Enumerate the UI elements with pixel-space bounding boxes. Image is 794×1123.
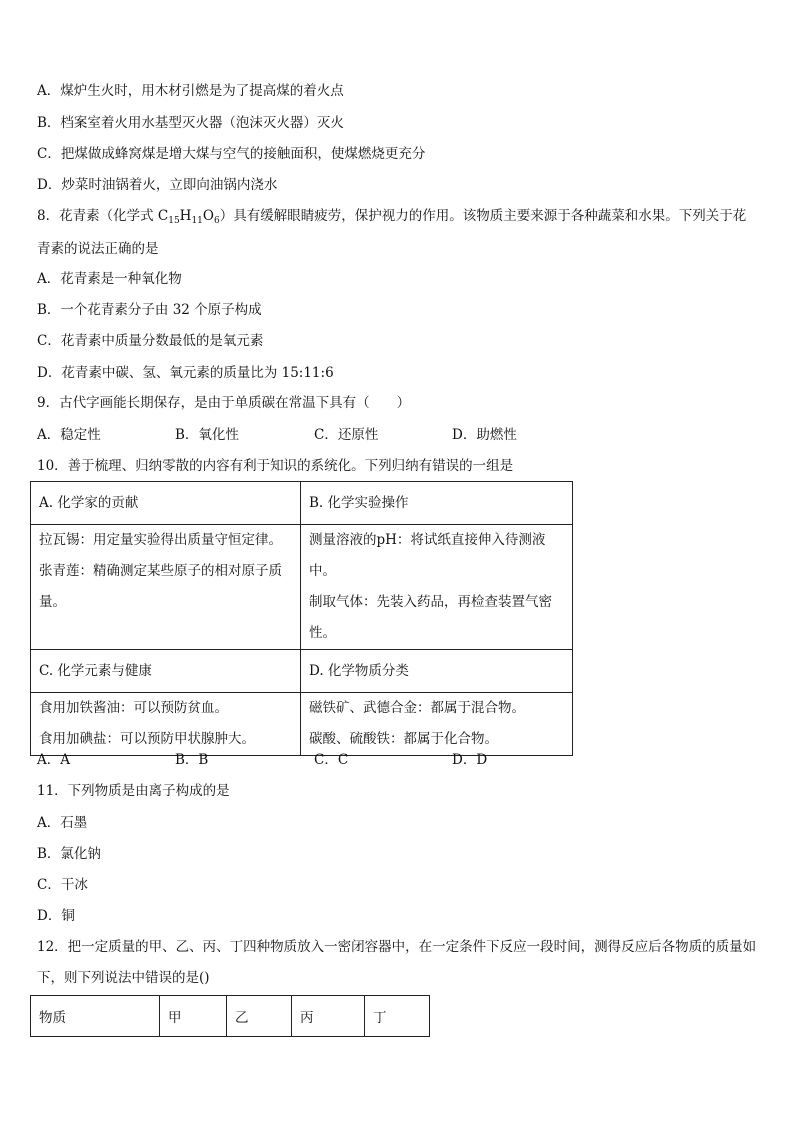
q7-option-a: A．煤炉生火时，用木材引燃是为了提高煤的着火点 [37,83,344,99]
q10-cell-b-body [301,525,573,650]
q10-cell-b-head: B. 化学实验操作 [301,482,573,525]
q12-header-substance: 物质 [31,996,160,1037]
q10-cell-d-head: D. 化学物质分类 [301,650,573,693]
q10-b-line2: 制取气体：先装入药品，再检查装置气密性。 [309,594,552,641]
q10-cell-d-body [301,693,573,756]
q10-option-d: D．D [452,752,488,768]
q10-d-line1: 磁铁矿、武德合金：都属于混合物。 [309,700,525,716]
q12-header-jia: 甲 [160,996,227,1037]
q9-option-a: A．稳定性 [37,427,101,443]
q10-c-line2: 食用加碘盐：可以预防甲状腺肿大。 [39,731,255,747]
q7-option-d: D．炒菜时油锅着火，立即向油锅内浇水 [37,177,278,193]
q10-cell-c-head: C. 化学元素与健康 [31,650,301,693]
q12-stem: 12．把一定质量的甲、乙、丙、丁四种物质放入一密闭容器中，在一定条件下反应一段时间，测得反应后各物质的质量如下，则下列说法中错误的是() [37,939,757,986]
q8-option-d: D．花青素中碳、氢、氧元素的质量比为 15:11:6 [37,365,334,381]
q11-option-d: D．铜 [37,908,75,924]
q8-stem: 8．花青素（化学式 $C_{15}H_{11}O_6$）具有缓解眼睛疲劳，保护视力的作用。该物质主要来源于各种蔬菜和水果。下列关于花青素的说法正确的是 [37,208,747,257]
q11-stem: 11．下列物质是由离子构成的是 [37,783,230,799]
q9-option-c: C．还原性 [314,427,379,443]
q10-d-line2: 碳酸、硫酸铁：都属于化合物。 [309,731,498,747]
q11-option-b: B．氯化钠 [37,846,101,862]
q12-header-yi: 乙 [227,996,292,1037]
q10-cell-a-body [31,525,301,650]
q12-header-ding: 丁 [365,996,430,1037]
q9-option-b: B．氧化性 [175,427,239,443]
q8-option-b: B．一个花青素分子由 32 个原子构成 [37,302,262,318]
q9-stem: 9．古代字画能长期保存，是由于单质碳在常温下具有（ ） [37,395,411,411]
q12-header-bing: 丙 [292,996,365,1037]
q10-b-line1: 测量溶液的pH：将试纸直接伸入待测液中。 [309,532,546,579]
q7-option-c: C．把煤做成蜂窝煤是增大煤与空气的接触面积，使煤燃烧更充分 [37,146,426,162]
q12-table [30,995,430,1037]
q8-option-c: C．花青素中质量分数最低的是氧元素 [37,333,264,349]
q10-c-line1: 食用加铁酱油：可以预防贫血。 [39,700,228,716]
q8-option-a: A．花青素是一种氧化物 [37,271,182,287]
q10-cell-c-body [31,693,301,756]
q11-option-a: A．石墨 [37,815,88,831]
q10-a-line2: 张青莲：精确测定某些原子的相对原子质量。 [39,563,282,610]
q10-table [30,481,573,756]
q10-option-b: B．B [175,752,209,768]
q10-option-a: A．A [37,752,70,768]
q10-stem: 10．善于梳理、归纳零散的内容有利于知识的系统化。下列归纳有错误的一组是 [37,458,514,474]
q10-a-line1: 拉瓦锡：用定量实验得出质量守恒定律。 [39,532,282,548]
q10-cell-a-head: A. 化学家的贡献 [31,482,301,525]
q9-option-d: D．助燃性 [452,427,517,443]
q7-option-b: B．档案室着火用水基型灭火器（泡沫灭火器）灭火 [37,115,344,131]
q10-option-c: C．C [314,752,349,768]
q11-option-c: C．干冰 [37,877,88,893]
